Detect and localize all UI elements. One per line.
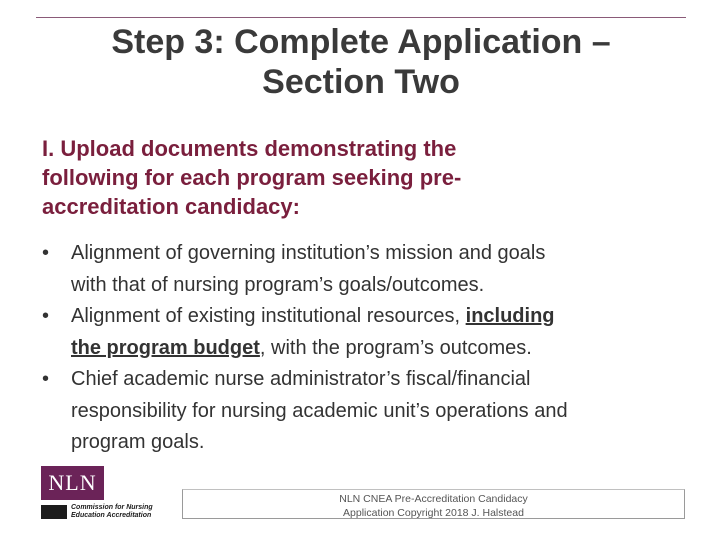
nln-logo	[41, 466, 172, 521]
list-item-line: Chief academic nurse administrator’s fiscal/financial	[71, 368, 531, 390]
list-item-text: , with the program’s outcomes.	[259, 336, 532, 359]
cnea-logo-line-2: Education Accreditation	[71, 512, 152, 519]
list-item-line: Alignment of governing institution’s mission and goals	[71, 242, 546, 264]
list-item-line	[71, 301, 692, 333]
list-item	[42, 364, 692, 459]
list-item-line	[71, 333, 692, 365]
slide-title-line-1: Step 3: Complete Application –	[111, 23, 611, 61]
emphasis-text: including	[465, 305, 555, 327]
list-item	[42, 238, 692, 301]
list-item-text: Alignment of existing institutional resources,	[71, 305, 466, 327]
nln-logo-mark: NLN	[41, 466, 104, 500]
bullet-marker: •	[42, 242, 50, 264]
intro-line-3: accreditation candidacy:	[42, 194, 300, 219]
emphasis-text: the program budget	[71, 336, 260, 359]
list-item	[42, 301, 692, 364]
bullet-marker: •	[42, 368, 50, 390]
list-item-line: with that of nursing program’s goals/outcomes.	[71, 273, 485, 296]
intro-line-1: I. Upload documents demonstrating the	[42, 136, 457, 161]
cnea-logo-line-1: Commission for Nursing	[71, 504, 153, 511]
intro-line-2: following for each program seeking pre-	[42, 165, 462, 190]
footer-line-2: Application Copyright 2018 J. Halstead	[343, 507, 524, 519]
footer-text	[182, 492, 685, 520]
slide-title	[36, 22, 686, 102]
slide-title-line-2: Section Two	[262, 63, 460, 101]
list-item-line: responsibility for nursing academic unit’s operations and	[71, 399, 568, 422]
list-item-line: program goals.	[71, 431, 205, 453]
cnea-logo-bar	[41, 505, 67, 519]
cnea-logo	[41, 504, 172, 521]
cnea-logo-text	[71, 504, 153, 520]
footer-line-1: NLN CNEA Pre-Accreditation Candidacy	[339, 493, 528, 505]
top-divider	[36, 17, 686, 18]
intro-heading	[42, 134, 682, 221]
bullet-marker: •	[42, 305, 50, 327]
requirements-list	[42, 238, 692, 459]
